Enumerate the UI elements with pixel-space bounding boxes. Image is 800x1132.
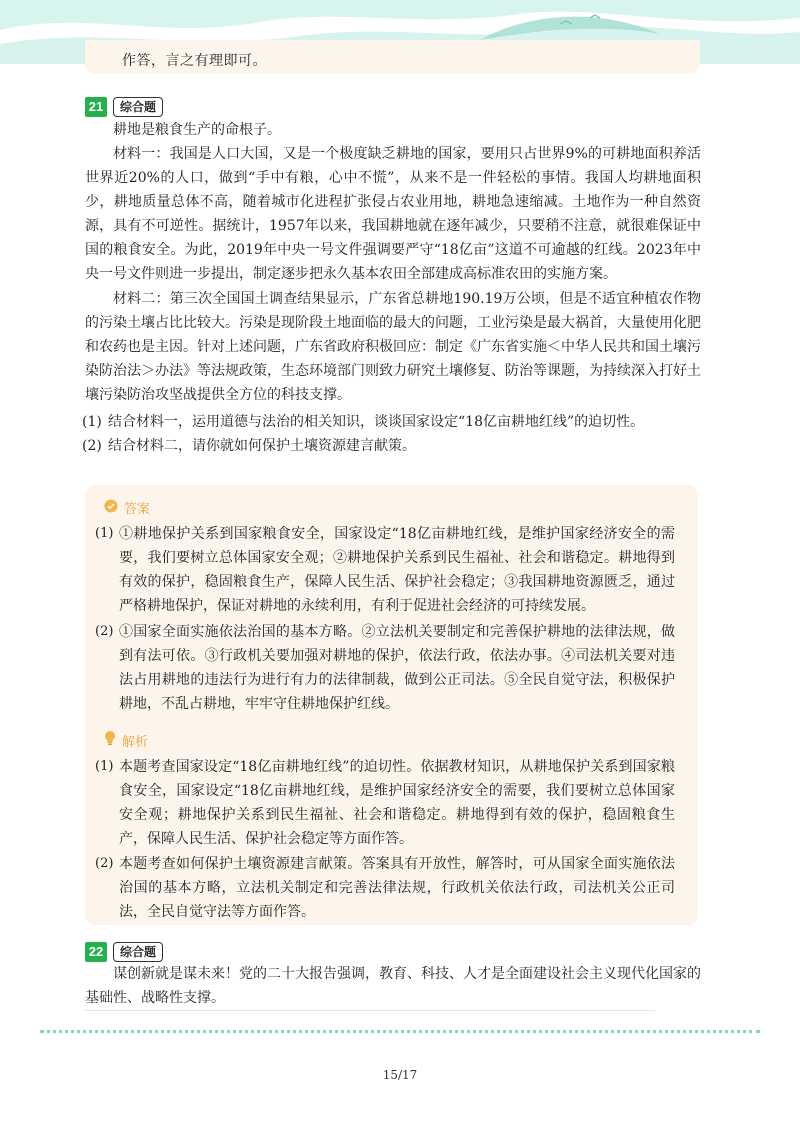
answer-label: 答案	[124, 502, 151, 517]
sub-question-number: (1)	[82, 414, 102, 430]
analysis-1	[95, 755, 675, 851]
material-1: 材料一：我国是人口大国，又是一个极度缺乏耕地的国家，要用只占世界9%的可耕地面积养活世界近20%的人口，做到“手中有粮，心中不慌”，从来不是一件轻松的事情。我国人均耕地面积少，耕地质量总体不高，随着城市化进程扩张侵占农业用地，耕地急速缩减。土地作为一种自然资源，具有不可逆性。据统计，1957年以来，我国耕地就在逐年减少，只要稍不注意，就很难保证中国的粮食安全。为此，2019年中央一号文件强调要严守“18亿亩”这道不可逾越的红线。2023年中央一号文件则进一步提出，制定逐步把永久基本农田全部建成高标准农田的实施方案。	[85, 146, 701, 282]
sub-question-text: 结合材料二，请你就如何保护土壤资源建言献策。	[108, 438, 416, 454]
question-number-badge: 22	[85, 942, 107, 962]
question-type-label: 综合题	[113, 97, 163, 117]
question-21-intro: 耕地是粮食生产的命根子。	[113, 122, 281, 138]
analysis-label: 解析	[122, 734, 149, 750]
answer-number: (1)	[95, 526, 114, 541]
analysis-text: 本题考查国家设定“18亿亩耕地红线”的迫切性。依据教材知识，从耕地保护关系到国家粮食安全，国家设定“18亿亩耕地红线，是维护国家经济安全的需要，我们要树立总体国家安全观；耕地保护关系到民生福祉、社会和谐稳定。耕地得到有效的保护，稳固粮食生产，保障人民生活、保护社会稳定等方面作答。	[119, 759, 675, 847]
answer-1	[95, 522, 675, 618]
analysis-2	[95, 852, 675, 924]
analysis-tag	[104, 730, 148, 750]
question-22-header	[85, 941, 163, 963]
answer-2	[95, 620, 675, 716]
question-22-intro: 谋创新就是谋未来！党的二十大报告强调，教育、科技、人才是全面建设社会主义现代化国家的基础性、战略性支撑。	[85, 966, 701, 1006]
answer-tag	[104, 498, 150, 517]
analysis-text: 本题考查如何保护土壤资源建言献策。答案具有开放性，解答时，可从国家全面实施依法治国的基本方略，立法机关制定和完善法律法规，行政机关依法行政，司法机关公正司法，全民自觉守法等方面作答。	[119, 856, 675, 920]
page-number: 15/17	[382, 1068, 418, 1082]
sub-question-number: (2)	[82, 438, 102, 454]
sub-question-text: 结合材料一，运用道德与法治的相关知识，谈谈国家设定“18亿亩耕地红线”的迫切性。	[108, 414, 645, 430]
question-type-label: 综合题	[113, 942, 163, 962]
answer-text: ①国家全面实施依法治国的基本方略。②立法机关要制定和完善保护耕地的法律法规，做到有法可依。③行政机关要加强对耕地的保护，依法行政，依法办事。④司法机关要对违法占用耕地的违法行为进行有力的法律制裁，做到公正司法。⑤全民自觉守法，积极保护耕地，不乱占耕地，牢牢守住耕地保护红线。	[119, 624, 675, 712]
answer-text: ①耕地保护关系到国家粮食安全，国家设定“18亿亩耕地红线，是维护国家经济安全的需要，我们要树立总体国家安全观；②耕地保护关系到民生福祉、社会和谐稳定。耕地得到有效的保护，稳固粮食生产，保障人民生活、保护社会稳定；③我国耕地资源匮乏，通过严格耕地保护，保证对耕地的永续利用，有利于促进社会经济的可持续发展。	[119, 526, 675, 614]
question-21-header	[85, 96, 163, 118]
sub-question-2	[82, 435, 702, 457]
previous-answer-tail: 作答，言之有理即可。	[122, 53, 267, 69]
check-circle-icon	[104, 499, 118, 517]
question-number-badge: 21	[85, 97, 107, 117]
dotted-divider	[40, 1030, 760, 1033]
divider	[85, 1010, 655, 1011]
analysis-number: (2)	[95, 856, 114, 871]
material-2: 材料二：第三次全国国土调查结果显示，广东省总耕地190.19万公顷，但是不适宜种植农作物的污染土壤占比比较大。污染是现阶段土地面临的最大的问题，工业污染是最大祸首，大量使用化肥和农药也是主因。针对上述问题，广东省政府积极回应：制定《广东省实施＜中华人民共和国土壤污染防治法＞办法》等法规政策，生态环境部门则致力研究土壤修复、防治等课题，为持续深入打好土壤污染防治攻坚战提供全方位的科技支撑。	[85, 291, 701, 403]
answer-number: (2)	[95, 624, 114, 639]
lightbulb-icon	[104, 730, 116, 750]
analysis-number: (1)	[95, 759, 114, 774]
sub-question-1	[82, 411, 702, 433]
